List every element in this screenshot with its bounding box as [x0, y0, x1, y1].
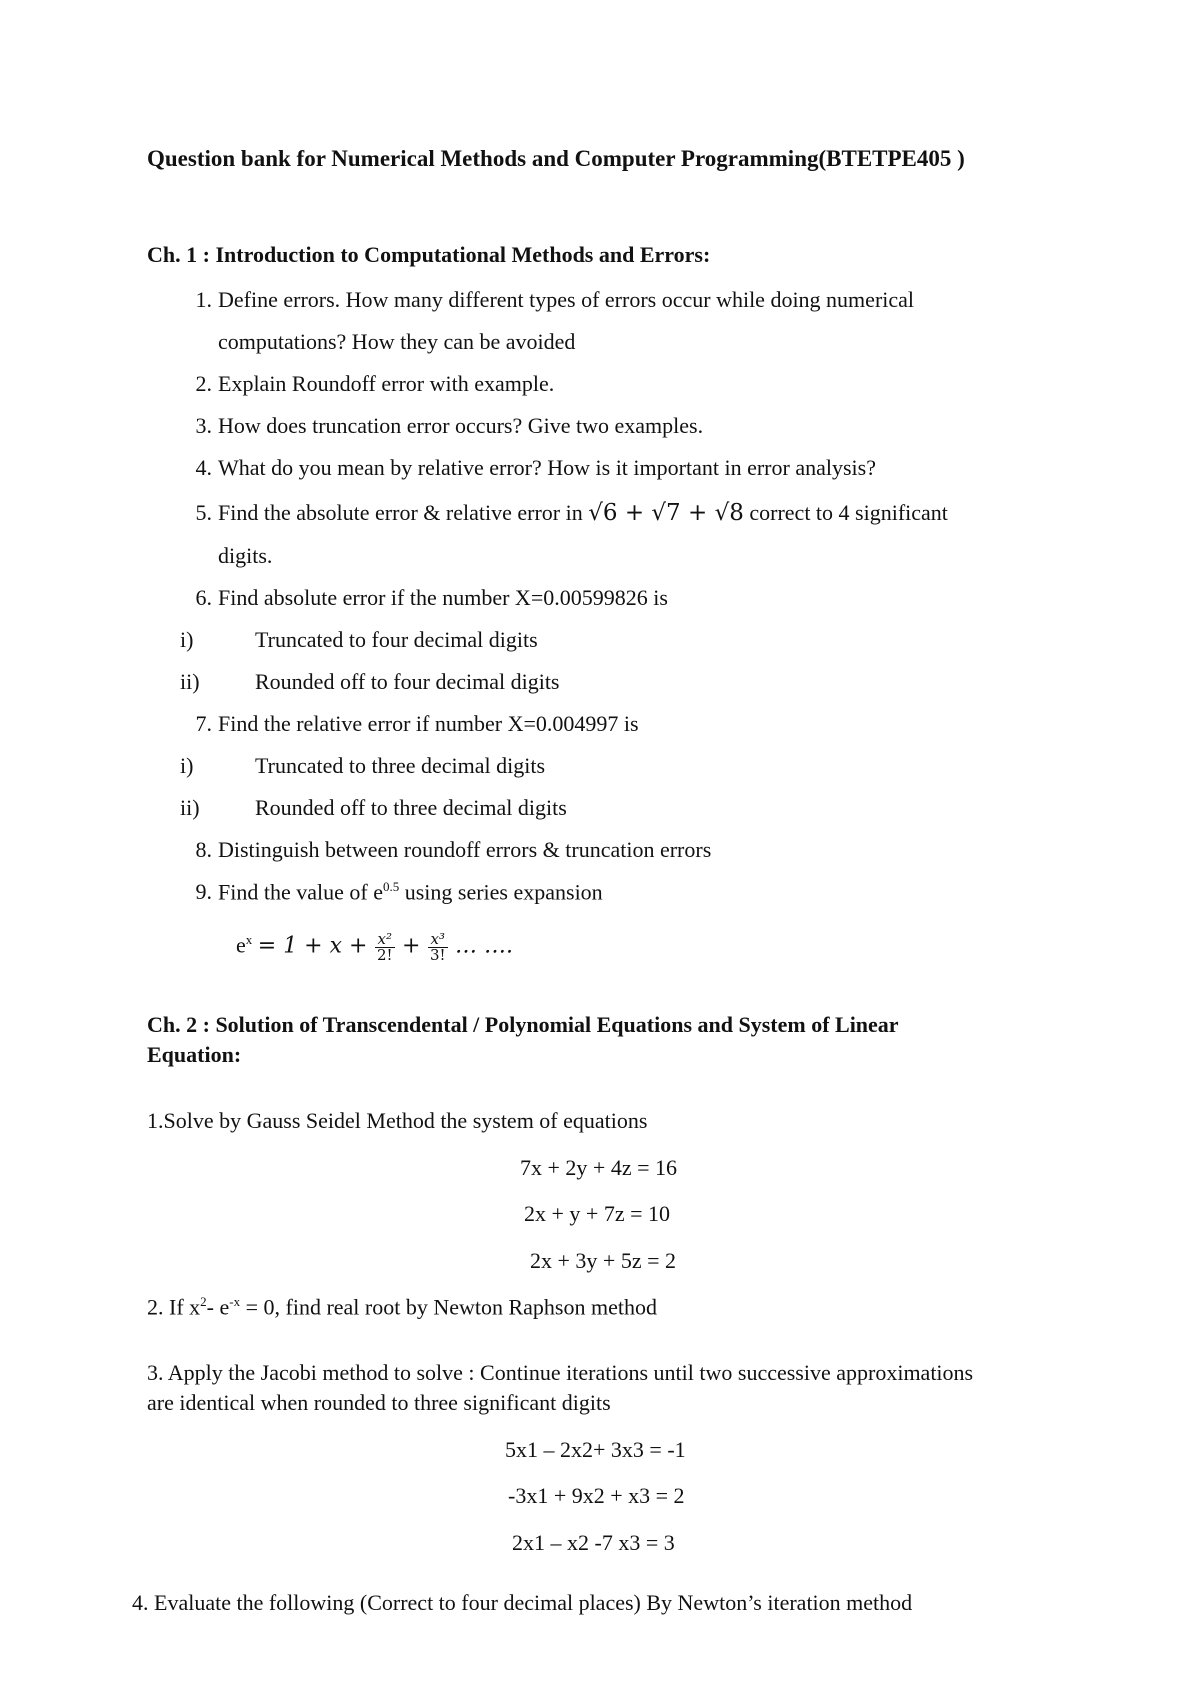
q2-number: 2.	[195, 371, 212, 396]
series-formula	[236, 932, 513, 963]
q4-number: 4.	[195, 455, 212, 480]
q7-sub-ii-text: Rounded off to three decimal digits	[255, 795, 567, 820]
q6-number: 6.	[195, 585, 212, 610]
q9-number: 9.	[195, 879, 212, 904]
q7-sub-ii-label: ii)	[180, 795, 200, 820]
ch2-q2-mid: - e	[206, 1294, 230, 1320]
q4-text: What do you mean by relative error? How is it important in error analysis?	[218, 455, 876, 480]
q5-text-pre: Find the absolute error & relative error in	[218, 500, 583, 525]
q2-text: Explain Roundoff error with example.	[218, 371, 555, 396]
series-plus: +	[402, 933, 421, 959]
q5-number: 5.	[195, 500, 212, 525]
ch2-q1-text: 1.Solve by Gauss Seidel Method the system of equations	[147, 1108, 648, 1133]
chapter-2-heading-line2: Equation:	[147, 1042, 242, 1067]
q6-sub-ii-label: ii)	[180, 669, 200, 694]
q8-number: 8.	[195, 837, 212, 862]
page-title: Question bank for Numerical Methods and Computer Programming(BTETPE405 )	[147, 146, 965, 171]
ch2-q3-text-line2: are identical when rounded to three significant digits	[147, 1390, 611, 1415]
series-lhs: e	[236, 932, 246, 958]
q5-text	[218, 500, 948, 526]
q1-text-line1: Define errors. How many different types of errors occur while doing numerical	[218, 287, 915, 312]
q9-text-pre: Find the value of e	[218, 879, 383, 905]
series-terms: = 1 + x +	[257, 933, 368, 959]
q6-text: Find absolute error if the number X=0.00599826 is	[218, 585, 668, 610]
q6-sub-i-text: Truncated to four decimal digits	[255, 627, 538, 652]
q1-text-line2: computations? How they can be avoided	[218, 329, 576, 354]
ch2-q1-equation-2: 2x + y + 7z = 10	[524, 1201, 670, 1226]
q3-text: How does truncation error occurs? Give two examples.	[218, 413, 704, 438]
ch2-q3-text-line1: 3. Apply the Jacobi method to solve : Continue iterations until two successive approximations	[147, 1360, 974, 1385]
q5-root-expression: √6 + √7 + √8	[588, 500, 744, 526]
series-fraction-1	[375, 932, 395, 963]
ch2-q3-equation-3: 2x1 – x2 -7 x3 = 3	[512, 1530, 675, 1555]
series-fraction-2-numerator: x³	[428, 932, 448, 948]
q5-text-line2: digits.	[218, 543, 273, 568]
q7-number: 7.	[195, 711, 212, 736]
ch2-q2-post: = 0, find real root by Newton Raphson method	[245, 1294, 657, 1320]
ch2-q1-equation-1: 7x + 2y + 4z = 16	[520, 1155, 677, 1180]
ch2-q4-text: 4. Evaluate the following (Correct to four decimal places) By Newton’s iteration method	[132, 1590, 913, 1615]
ch2-q1-equation-3: 2x + 3y + 5z = 2	[530, 1248, 676, 1273]
q7-sub-i-text: Truncated to three decimal digits	[255, 753, 546, 778]
chapter-1-heading: Ch. 1 : Introduction to Computational Methods and Errors:	[147, 242, 711, 267]
series-fraction-2	[428, 932, 448, 963]
q6-sub-ii-text: Rounded off to four decimal digits	[255, 669, 560, 694]
ch2-q3-equation-1: 5x1 – 2x2+ 3x3 = -1	[505, 1437, 686, 1462]
ch2-q2-pre: 2. If x	[147, 1294, 201, 1320]
series-fraction-1-denominator: 2!	[376, 946, 393, 964]
q7-sub-i-label: i)	[180, 753, 194, 778]
q1-number: 1.	[195, 287, 212, 312]
q6-sub-i-label: i)	[180, 627, 194, 652]
series-fraction-1-numerator: x²	[375, 932, 395, 948]
q8-text: Distinguish between roundoff errors & truncation errors	[218, 837, 712, 862]
chapter-2-heading-line1: Ch. 2 : Solution of Transcendental / Polynomial Equations and System of Linear	[147, 1012, 899, 1037]
series-fraction-2-denominator: 3!	[429, 946, 446, 964]
ch2-q2-exponent-2: -x	[229, 1294, 241, 1309]
series-ellipsis: … ….	[455, 933, 514, 959]
q3-number: 3.	[195, 413, 212, 438]
q5-text-post: correct to 4 significant	[749, 500, 948, 525]
series-lhs-exponent: x	[245, 932, 253, 948]
q9-text	[218, 879, 603, 905]
q7-text: Find the relative error if number X=0.004997 is	[218, 711, 639, 736]
q9-text-post: using series expansion	[404, 879, 603, 905]
ch2-q3-equation-2: -3x1 + 9x2 + x3 = 2	[508, 1483, 685, 1508]
q9-exponent: 0.5	[382, 879, 400, 894]
ch2-q2-text	[147, 1294, 657, 1320]
ch2-q2-exponent-1: 2	[200, 1294, 207, 1309]
